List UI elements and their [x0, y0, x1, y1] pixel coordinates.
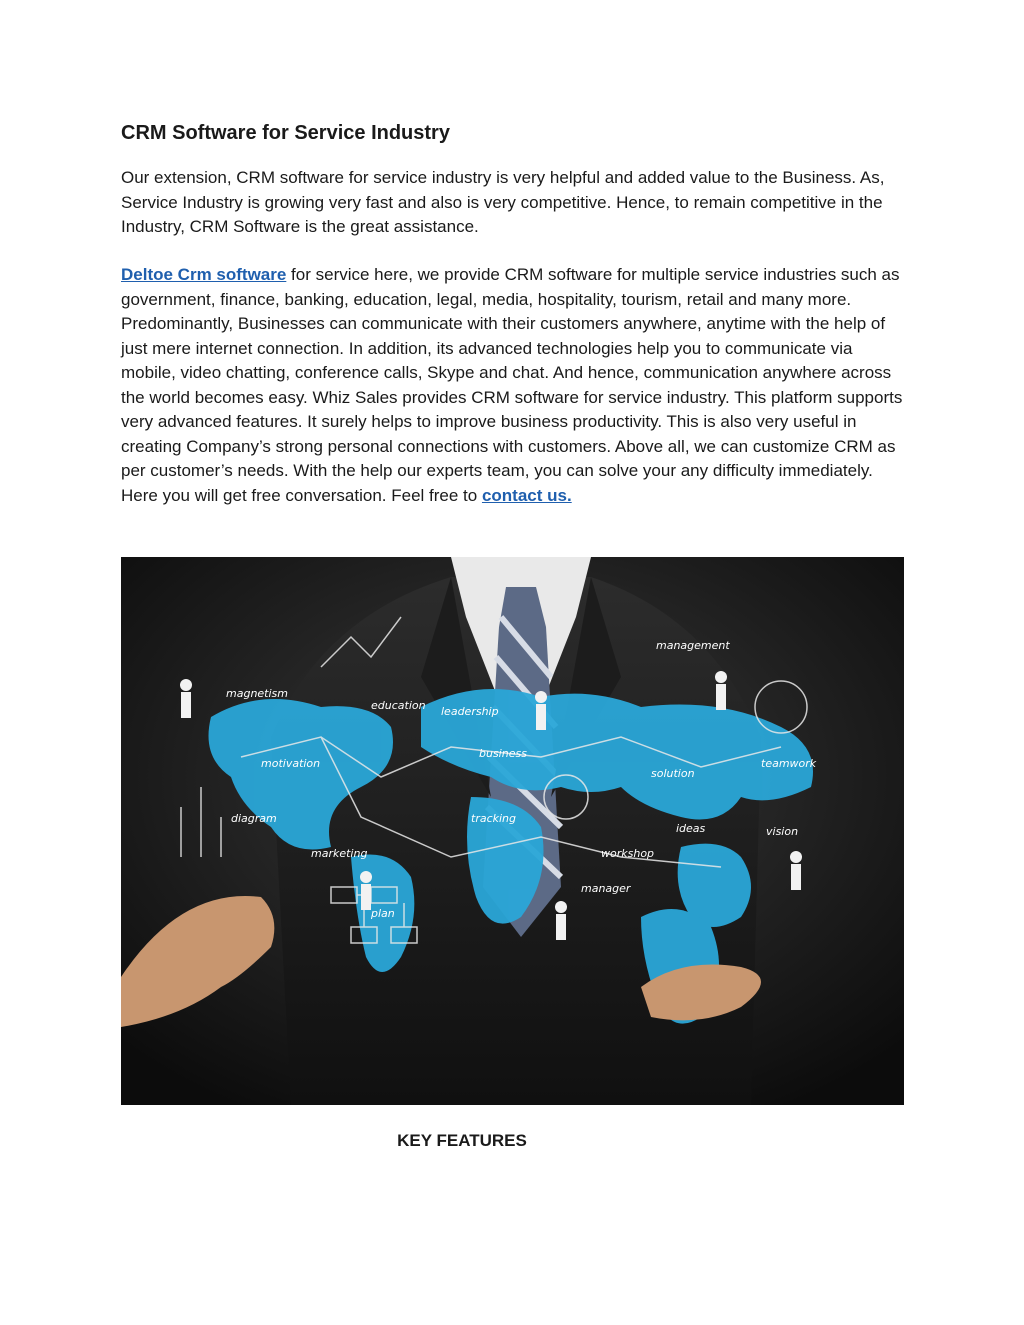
label-plan: plan: [371, 907, 395, 920]
label-management: management: [656, 639, 730, 652]
label-teamwork: teamwork: [761, 757, 817, 770]
deltoe-crm-link[interactable]: Deltoe Crm software: [121, 265, 287, 284]
label-manager: manager: [581, 882, 631, 895]
label-tracking: tracking: [471, 812, 517, 825]
key-features-heading: KEY FEATURES: [397, 1131, 527, 1150]
page-title: CRM Software for Service Industry: [121, 122, 450, 144]
label-leadership: leadership: [441, 705, 499, 718]
intro-paragraph: Our extension, CRM software for service industry is very helpful and added value to the Business. As, Service Industry is growing very fast and also is very competitive. Hence, to remain competitive in the Industry, CRM Software is the great assistance.: [121, 168, 885, 236]
contact-us-link[interactable]: contact us.: [481, 485, 572, 505]
label-marketing: marketing: [311, 847, 368, 860]
businessman-world-map-image: [121, 557, 904, 1105]
label-ideas: ideas: [676, 822, 706, 835]
label-business: business: [479, 747, 527, 760]
label-magnetism: magnetism: [226, 687, 288, 700]
label-workshop: workshop: [601, 847, 655, 860]
label-solution: solution: [651, 767, 695, 780]
label-education: education: [371, 699, 426, 712]
label-motivation: motivation: [261, 757, 321, 770]
label-diagram: diagram: [231, 812, 277, 825]
body-text: for service here, we provide CRM software for multiple service industries such as government, finance, banking, education, legal, media, hospitality, tourism, retail and many more. Predominantly, Businesses can communicate with their customers anywhere, anytime with the help of just mere internet connection. In addition, its advanced technologies help you to communicate via mobile, video chatting, conference calls, Skype and chat. And hence, communication anywhere across the world becomes easy. Whiz Sales provides CRM software for service industry. This platform supports very advanced features. It surely helps to improve business productivity. This is also very useful in creating Company’s strong personal connections with customers. Above all, we can customize CRM as per customer’s needs. With the help our experts team, you can solve your any difficulty immediately. Here you will get free conversation. Feel free to: [121, 265, 903, 505]
label-vision: vision: [766, 825, 799, 838]
body-paragraph: [121, 263, 911, 508]
